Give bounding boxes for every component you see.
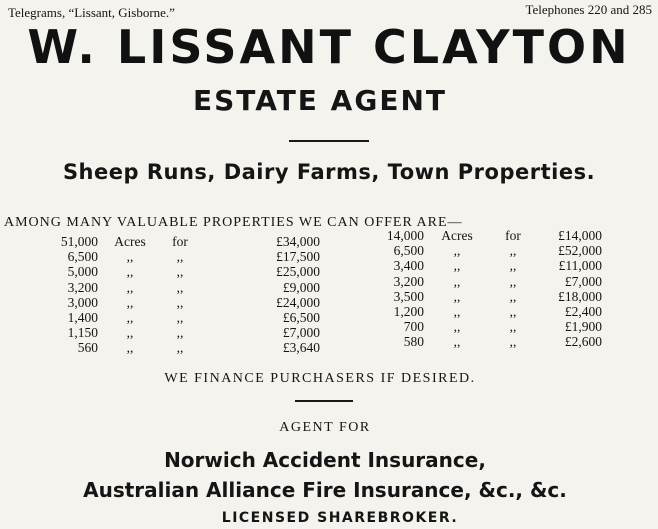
property-unit: Acres xyxy=(441,228,473,243)
telegrams-line: Telegrams, “Lissant, Gisborne.” xyxy=(8,5,175,20)
property-price: £17,500 xyxy=(276,249,320,265)
property-for: ,, xyxy=(176,325,184,341)
property-row xyxy=(40,264,320,279)
property-price: £2,400 xyxy=(564,303,602,319)
property-price: £7,000 xyxy=(282,325,320,341)
property-row xyxy=(40,280,320,295)
property-row xyxy=(376,274,602,289)
property-area: 51,000 xyxy=(60,234,98,249)
property-for: for xyxy=(172,234,188,249)
property-row xyxy=(40,234,320,249)
property-area: 560 xyxy=(77,340,98,356)
property-row xyxy=(40,325,320,340)
property-price: £34,000 xyxy=(276,234,320,249)
property-price: £1,900 xyxy=(564,319,602,335)
property-for: ,, xyxy=(176,279,184,295)
property-unit: ,, xyxy=(126,325,134,341)
firm-name: W. LISSANT CLAYTON xyxy=(27,20,631,74)
property-row xyxy=(376,319,602,334)
property-area: 3,000 xyxy=(67,294,98,310)
property-price: £11,000 xyxy=(558,258,602,274)
property-unit: ,, xyxy=(126,279,134,295)
profession-heading: ESTATE AGENT xyxy=(192,84,447,117)
property-unit: ,, xyxy=(453,258,461,274)
property-for: ,, xyxy=(176,249,184,265)
property-row xyxy=(376,243,602,258)
property-area: 6,500 xyxy=(393,243,424,259)
property-unit: Acres xyxy=(114,234,146,249)
property-unit: ,, xyxy=(126,309,134,325)
property-price: £3,640 xyxy=(282,340,320,356)
property-row xyxy=(376,334,602,349)
property-for: ,, xyxy=(509,334,517,350)
property-unit: ,, xyxy=(453,273,461,289)
property-area: 14,000 xyxy=(386,228,424,243)
property-area: 700 xyxy=(403,319,424,335)
divider-rule-middle xyxy=(295,400,353,402)
property-for: ,, xyxy=(509,273,517,289)
insurance-line-norwich: Norwich Accident Insurance, xyxy=(164,448,486,472)
property-area: 3,200 xyxy=(67,279,98,295)
property-area: 6,500 xyxy=(67,249,98,265)
property-unit: ,, xyxy=(453,319,461,335)
property-unit: ,, xyxy=(453,288,461,304)
property-area: 3,200 xyxy=(393,273,424,289)
property-price: £24,000 xyxy=(276,294,320,310)
agent-for-label: AGENT FOR xyxy=(279,420,371,435)
property-for: ,, xyxy=(176,340,184,356)
finance-note: WE FINANCE PURCHASERS IF DESIRED. xyxy=(164,371,476,386)
properties-intro: AMONG MANY VALUABLE PROPERTIES WE CAN OFFER ARE— xyxy=(4,215,463,230)
property-unit: ,, xyxy=(126,340,134,356)
property-price: £25,000 xyxy=(276,264,320,280)
property-unit: ,, xyxy=(453,303,461,319)
property-price: £14,000 xyxy=(558,228,602,243)
property-row xyxy=(376,258,602,273)
property-for: ,, xyxy=(509,243,517,259)
property-for: ,, xyxy=(509,303,517,319)
property-row xyxy=(376,304,602,319)
property-price: £9,000 xyxy=(282,279,320,295)
property-unit: ,, xyxy=(126,294,134,310)
property-for: for xyxy=(505,228,521,243)
properties-right-list xyxy=(376,228,602,350)
property-area: 3,400 xyxy=(393,258,424,274)
property-row xyxy=(376,289,602,304)
property-row xyxy=(40,310,320,325)
property-unit: ,, xyxy=(126,264,134,280)
properties-left-list xyxy=(40,234,320,356)
insurance-line-australian-alliance: Australian Alliance Fire Insurance, &c., &c. xyxy=(83,478,567,502)
property-area: 5,000 xyxy=(67,264,98,280)
specialties-line: Sheep Runs, Dairy Farms, Town Properties. xyxy=(62,160,596,184)
property-for: ,, xyxy=(509,258,517,274)
divider-rule-top xyxy=(289,140,369,142)
property-unit: ,, xyxy=(453,334,461,350)
property-price: £7,000 xyxy=(564,273,602,289)
property-unit: ,, xyxy=(453,243,461,259)
telephones-line: Telephones 220 and 285 xyxy=(525,2,652,17)
property-area: 580 xyxy=(403,334,424,350)
property-unit: ,, xyxy=(126,249,134,265)
property-row xyxy=(40,249,320,264)
property-price: £2,600 xyxy=(564,334,602,350)
property-area: 1,150 xyxy=(67,325,98,341)
licence-line: LICENSED SHAREBROKER. xyxy=(221,510,459,526)
property-for: ,, xyxy=(509,319,517,335)
property-for: ,, xyxy=(176,264,184,280)
property-price: £18,000 xyxy=(558,288,602,304)
property-for: ,, xyxy=(176,294,184,310)
property-price: £6,500 xyxy=(282,309,320,325)
property-for: ,, xyxy=(509,288,517,304)
property-area: 1,200 xyxy=(393,303,424,319)
property-row xyxy=(40,295,320,310)
property-for: ,, xyxy=(176,309,184,325)
property-price: £52,000 xyxy=(558,243,602,259)
property-row xyxy=(376,228,602,243)
property-area: 3,500 xyxy=(393,288,424,304)
property-row xyxy=(40,340,320,355)
property-area: 1,400 xyxy=(67,309,98,325)
